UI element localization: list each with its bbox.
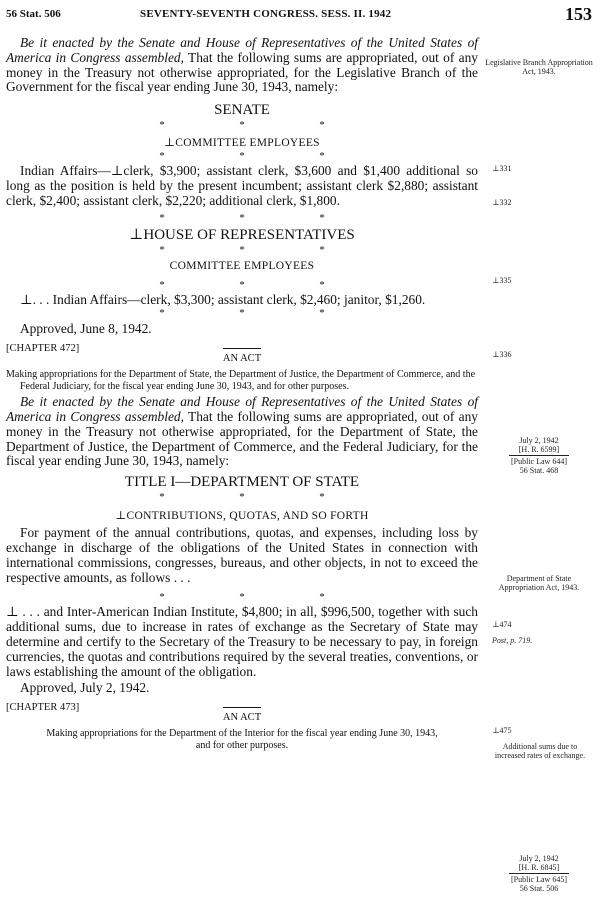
page-header	[6, 6, 592, 28]
star: *	[319, 307, 325, 320]
margin-ch473-bill: [H. R. 6845]	[518, 863, 560, 872]
chapter-473-label: [CHAPTER 473]	[6, 702, 80, 714]
star-separator	[122, 150, 362, 162]
star: *	[159, 243, 165, 256]
star: *	[239, 591, 245, 604]
margin-ch473-stat: 56 Stat. 506	[519, 884, 559, 893]
margin-ref-474: ⊥474	[492, 620, 512, 629]
divider-rule	[223, 348, 261, 349]
approval-date: Approved, June 8, 1942.	[20, 321, 152, 337]
margin-post-ref: Post, p. 719.	[492, 636, 533, 645]
star: *	[159, 491, 165, 504]
star: *	[239, 211, 245, 224]
committee-employees-heading: ⊥COMMITTEE EMPLOYEES	[164, 137, 320, 150]
act-label: AN ACT	[222, 353, 262, 365]
indian-affairs-paragraph: Indian Affairs—⊥clerk, $3,900; assistant clerk, $3,600 and $1,400 additional so long as the position is held by the present incumbent; assistant clerk $2,880; assistant clerk, $2,400; assistant clerk, $2,220; additional clerk, $1,800.	[6, 163, 478, 208]
star: *	[159, 278, 165, 291]
approval-date: Approved, July 2, 1942.	[20, 680, 150, 696]
enacting-rest: That the following sums are appropriated, out of any money in the Treasury not otherwise appropriated, for the Department of State, the Department of Justice, the Department of Commerce, and the Federal Judiciary, for the fiscal year ending June 30, 1943, namely:	[6, 408, 478, 469]
margin-ref-335: ⊥335	[492, 276, 512, 285]
margin-note-state: Department of State Appropriation Act, 1943.	[498, 574, 580, 592]
star: *	[239, 119, 245, 132]
star: *	[239, 150, 245, 163]
enacting-italic: Be it enacted by the Senate and House of Representatives of the United States of America in Congress assembled,	[6, 35, 478, 65]
star-separator	[122, 307, 362, 319]
contributions-heading: ⊥CONTRIBUTIONS, QUOTAS, AND SO FORTH	[115, 510, 369, 523]
star: *	[159, 150, 165, 163]
margin-ref-332: ⊥332	[492, 198, 512, 207]
margin-note-additional: Additional sums due to increased rates of exchange.	[494, 742, 586, 760]
margin-ref-331: ⊥331	[492, 164, 512, 173]
margin-ch473-date: July 2, 1942	[519, 854, 559, 863]
margin-ch473-block	[484, 854, 594, 893]
header-citation: 56 Stat. 506	[6, 8, 61, 20]
star: *	[239, 243, 245, 256]
margin-ch472-bill: [H. R. 6599]	[518, 445, 560, 454]
star: *	[319, 150, 325, 163]
star: *	[239, 491, 245, 504]
margin-ch472-law: [Public Law 644]	[511, 457, 567, 466]
title-heading: TITLE I—DEPARTMENT OF STATE	[124, 474, 360, 491]
star-separator	[122, 279, 362, 291]
inter-american-paragraph: ⊥ . . . and Inter-American Indian Institute, $4,800; in all, $996,500, together with such additional sums, due to increase in rates of exchange as the Secretary of State may determine and certify to the Secretary of the Treasury to be necessary to pay, in foreign currencies, the quotas and contributions required by the several treaties, conventions, or laws establishing the amount of the obligation.	[6, 604, 478, 679]
star: *	[319, 211, 325, 224]
margin-ch472-stat: 56 Stat. 468	[519, 466, 559, 475]
star: *	[319, 278, 325, 291]
margin-ch472-block	[484, 436, 594, 475]
star: *	[319, 119, 325, 132]
star-separator	[122, 212, 362, 224]
margin-ref-475: ⊥475	[492, 726, 512, 735]
star: *	[159, 307, 165, 320]
star: *	[319, 591, 325, 604]
margin-ch472-date: July 2, 1942	[519, 436, 559, 445]
star-separator	[122, 119, 362, 131]
enacting-clause-legislative	[6, 36, 478, 95]
divider-rule	[223, 707, 261, 708]
house-committee-heading: COMMITTEE EMPLOYEES	[169, 259, 315, 272]
star: *	[239, 307, 245, 320]
star: *	[159, 211, 165, 224]
star: *	[159, 119, 165, 132]
page-number: 153	[565, 4, 592, 24]
house-indian-affairs-paragraph: ⊥. . . Indian Affairs—clerk, $3,300; assistant clerk, $2,460; janitor, $1,260.	[20, 291, 426, 307]
star: *	[159, 591, 165, 604]
enacting-clause-state	[6, 395, 478, 469]
margin-rule	[509, 873, 569, 874]
star-separator	[122, 244, 362, 256]
act-title: Making appropriations for the Department of State, the Department of Justice, the Department of Commerce, and the Federal Judiciary, for the fiscal year ending June 30, 1943, and for other purposes.	[6, 369, 476, 392]
payment-paragraph: For payment of the annual contributions, quotas, and expenses, including loss by exchange in discharge of the obligations of the United States in connection with international commissions, congresses, bureaus, and other objects, in not to exceed the respective amounts, as follows . . .	[6, 525, 478, 585]
act-title: Making appropriations for the Department of the Interior for the fiscal year ending June 30, 1943, and for other purposes.	[46, 728, 438, 751]
margin-ch473-law: [Public Law 645]	[511, 875, 567, 884]
margin-note-legislative: Legislative Branch Appropriation Act, 1943.	[485, 58, 593, 76]
header-congress: SEVENTY-SEVENTH CONGRESS. SESS. II. 1942	[140, 8, 392, 20]
margin-ref-336: ⊥336	[492, 350, 512, 359]
chapter-472-label: [CHAPTER 472]	[6, 343, 80, 355]
star: *	[319, 491, 325, 504]
margin-rule	[509, 455, 569, 456]
star: *	[239, 278, 245, 291]
star-separator	[122, 591, 362, 603]
act-label: AN ACT	[222, 712, 262, 724]
enacting-italic: Be it enacted by the Senate and House of Representatives of the United States of America in Congress assembled,	[6, 394, 478, 424]
house-heading: ⊥HOUSE OF REPRESENTATIVES	[129, 226, 355, 243]
star: *	[319, 243, 325, 256]
main-text-column	[6, 36, 478, 751]
senate-heading: SENATE	[214, 102, 270, 119]
enacting-rest: That the following sums are appropriated, out of any money in the Treasury not otherwise appropriated, for the Legislative Branch of the Government for the fiscal year ending June 30, 1943, namely:	[6, 49, 478, 95]
star-separator	[122, 491, 362, 503]
